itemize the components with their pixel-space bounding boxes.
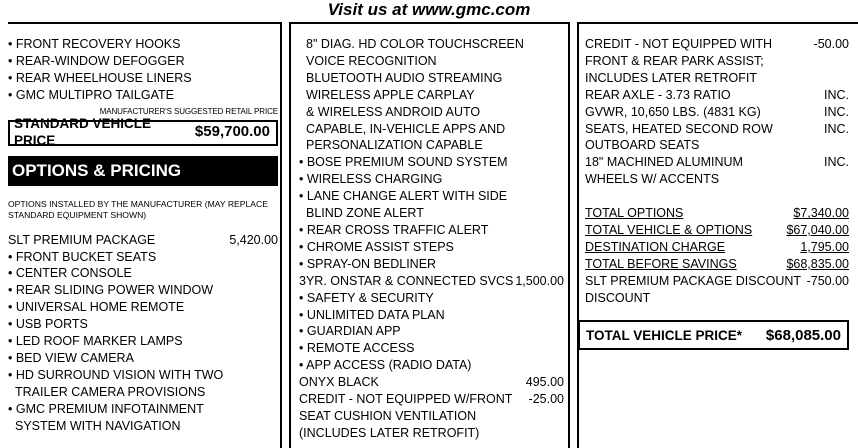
total-value: $67,040.00 [786, 223, 849, 238]
header-title: Visit us at www.gmc.com [327, 0, 531, 19]
totals-row [585, 239, 849, 256]
list-item: • BED VIEW CAMERA [8, 350, 134, 365]
list-item: SYSTEM WITH NAVIGATION [15, 418, 181, 433]
total-value: -750.00 [806, 273, 849, 288]
column-divider-1 [280, 22, 282, 448]
table-row [585, 121, 849, 138]
list-item: VOICE RECOGNITION [306, 53, 437, 68]
onstar-label: 3YR. ONSTAR & CONNECTED SVCS [299, 273, 514, 288]
table-row [585, 70, 849, 87]
package-row [8, 232, 278, 249]
list-item: • GMC PREMIUM INFOTAINMENT [8, 401, 204, 416]
item-label: 18" MACHINED ALUMINUM [585, 155, 743, 170]
options-note [8, 199, 278, 221]
column-divider-4 [577, 22, 579, 448]
list-item: • LED ROOF MARKER LAMPS [8, 334, 183, 349]
table-row [585, 36, 849, 53]
column-options-continued [299, 24, 564, 442]
list-item: • UNLIMITED DATA PLAN [299, 307, 445, 322]
color-price: 495.00 [525, 375, 564, 390]
item-value: -50.00 [813, 37, 849, 51]
package-price: 5,420.00 [229, 232, 278, 247]
item-label: FRONT & REAR PARK ASSIST; [585, 53, 764, 68]
list-item: & WIRELESS ANDROID AUTO [306, 104, 481, 119]
msrp-label: MANUFACTURER'S SUGGESTED RETAIL PRICE [99, 106, 278, 116]
total-value: $68,835.00 [786, 256, 849, 271]
list-item: WIRELESS APPLE CARPLAY [306, 87, 475, 102]
list-item: • REAR SLIDING POWER WINDOW [8, 283, 214, 298]
standard-vehicle-price-box [8, 115, 278, 148]
item-value: INC. [824, 121, 849, 136]
item-label: OUTBOARD SEATS [585, 138, 700, 153]
totals-row [585, 256, 849, 273]
item-value: INC. [824, 87, 849, 102]
list-item: 8" DIAG. HD COLOR TOUCHSCREEN [306, 37, 524, 51]
table-row [585, 171, 849, 188]
credit-label: CREDIT - NOT EQUIPPED W/FRONT [299, 392, 513, 407]
table-row [585, 154, 849, 171]
list-item: BLIND ZONE ALERT [306, 206, 424, 221]
total-label: TOTAL VEHICLE & OPTIONS [585, 223, 753, 238]
total-label: TOTAL BEFORE SAVINGS [585, 256, 737, 271]
list-item: SEAT CUSHION VENTILATION [299, 408, 477, 423]
list-item: • FRONT BUCKET SEATS [8, 249, 157, 264]
total-value: 1,795.00 [800, 239, 849, 254]
list-item: • HD SURROUND VISION WITH TWO [8, 367, 224, 382]
list-item: • REAR WHEELHOUSE LINERS [8, 70, 192, 85]
credit-price: -25.00 [528, 392, 564, 407]
list-item: • CENTER CONSOLE [8, 266, 132, 281]
list-item: • APP ACCESS (RADIO DATA) [299, 358, 472, 373]
total-label: TOTAL OPTIONS [585, 206, 684, 221]
list-item: • REAR-WINDOW DEFOGGER [8, 53, 185, 68]
totals-row [585, 273, 849, 290]
list-item: • USB PORTS [8, 317, 88, 332]
item-label: SEATS, HEATED SECOND ROW [585, 121, 773, 136]
table-row [585, 137, 849, 154]
list-item: • SAFETY & SECURITY [299, 290, 434, 305]
item-label: REAR AXLE - 3.73 RATIO [585, 87, 731, 102]
list-item: • FRONT RECOVERY HOOKS [8, 37, 181, 51]
table-row [585, 53, 849, 70]
list-item: • UNIVERSAL HOME REMOTE [8, 300, 185, 315]
total-label: DESTINATION CHARGE [585, 239, 726, 254]
item-label: WHEELS W/ ACCENTS [585, 172, 720, 187]
item-label: INCLUDES LATER RETROFIT [585, 70, 758, 85]
total-label: SLT PREMIUM PACKAGE DISCOUNT [585, 273, 802, 288]
list-item: • BOSE PREMIUM SOUND SYSTEM [299, 155, 508, 170]
table-row [585, 104, 849, 121]
total-label: DISCOUNT [585, 290, 651, 305]
package-name: SLT PREMIUM PACKAGE [8, 232, 156, 247]
options-note-line: STANDARD EQUIPMENT SHOWN) [8, 209, 147, 220]
table-row [585, 87, 849, 104]
options-note-line: OPTIONS INSTALLED BY THE MANUFACTURER (MAY REPLACE [8, 198, 268, 209]
color-row [299, 374, 564, 391]
list-item: • SPRAY-ON BEDLINER [299, 256, 437, 271]
credit-row [299, 391, 564, 408]
list-item: • LANE CHANGE ALERT WITH SIDE [299, 189, 508, 204]
column-divider-3 [568, 22, 570, 448]
totals-row [585, 222, 849, 239]
total-price-value: $68,085.00 [765, 326, 841, 344]
list-item: TRAILER CAMERA PROVISIONS [15, 384, 206, 399]
totals-list [585, 205, 849, 306]
item-label: CREDIT - NOT EQUIPPED WITH [585, 37, 773, 51]
list-item: • GMC MULTIPRO TAILGATE [8, 87, 174, 102]
list-item: PERSONALIZATION CAPABLE [306, 138, 483, 153]
totals-row [585, 290, 849, 307]
item-label: GVWR, 10,650 LBS. (4831 KG) [585, 104, 761, 119]
total-vehicle-price-box [578, 320, 849, 350]
list-item: BLUETOOTH AUDIO STREAMING [306, 70, 503, 85]
list-item: • REMOTE ACCESS [299, 341, 415, 356]
total-value: $7,340.00 [793, 206, 849, 221]
item-value: INC. [824, 104, 849, 119]
list-item: • REAR CROSS TRAFFIC ALERT [299, 222, 489, 237]
options-pricing-banner: OPTIONS & PRICING [8, 156, 278, 186]
column-standard-and-options [8, 24, 278, 435]
package-items-list [8, 249, 278, 435]
column-totals [585, 24, 849, 307]
total-price-label: TOTAL VEHICLE PRICE* [586, 327, 743, 343]
list-item: CAPABLE, IN-VEHICLE APPS AND [306, 121, 506, 136]
list-item: • GUARDIAN APP [299, 324, 401, 339]
column-divider-2 [289, 22, 291, 448]
standard-price-label: STANDARD VEHICLE PRICE [14, 115, 152, 148]
totals-row [585, 205, 849, 222]
standard-equipment-list [8, 36, 278, 104]
onstar-price: 1,500.00 [515, 273, 564, 288]
list-item: (INCLUDES LATER RETROFIT) [299, 425, 480, 440]
onstar-row [299, 273, 564, 290]
list-item: • CHROME ASSIST STEPS [299, 239, 454, 254]
color-label: ONYX BLACK [299, 375, 379, 390]
standard-price-value: $59,700.00 [194, 123, 270, 141]
credits-and-inclusions [585, 36, 849, 188]
item-value: INC. [824, 155, 849, 170]
list-item: • WIRELESS CHARGING [299, 172, 443, 187]
